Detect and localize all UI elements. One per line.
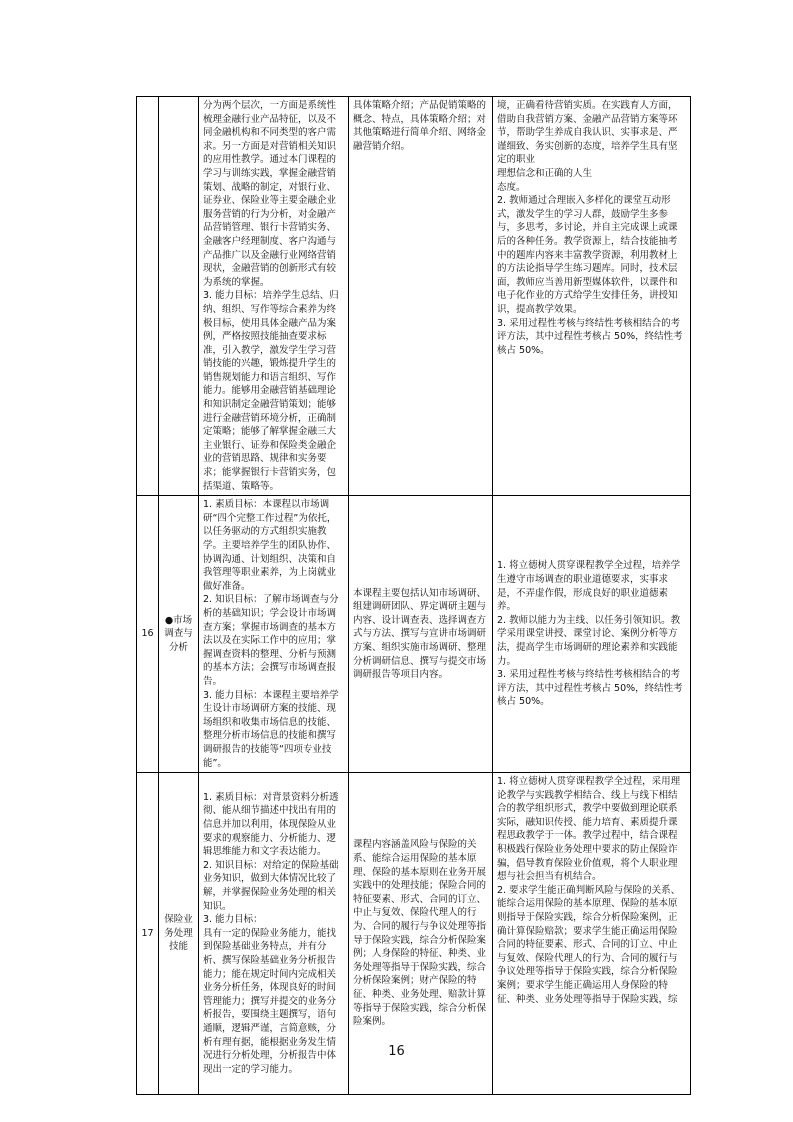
table-row [137, 496, 691, 773]
course-name [159, 97, 199, 496]
objective-paragraph: 3. 能力目标： [203, 914, 263, 926]
objective-paragraph: 3. 能力目标：本课程主要培养学生设计市场调研方案的技能、现场组织和收集市场信息的技能、整理分析市场信息的技能和撰写调研报告的技能等“四项专业技能”。 [203, 689, 339, 769]
objective-paragraph: 1. 素质目标：对背景资料分析透彻、能从细节描述中找出有用的信息并加以利用，体现保险从业要求的观察能力、分析能力、逻辑思维能力和文字表达能力。 [203, 791, 339, 858]
objective-paragraph: 2. 知识目标：了解市场调查与分析的基础知识；学会设计市场调查方案；掌握市场调查的基本方法以及在实际工作中的应用；掌握调查资料的整理、分析与预测的基本方法；会撰写市场调查报告。 [203, 594, 339, 687]
table-row [137, 97, 691, 496]
requirement-paragraph: 2. 要求学生能正确判断风险与保险的关系、能综合运用保险的基本原理、保险的基本原则指导于保险实践，综合分析保险案例，正确计算保险赔款；要求学生能正确运用保险合同的特征要素、形式、合同的订立、中止与复效、保险代理人的行为、合同的履行与争议处理等指导于保险实践，综合分析保险案例；要求学生能正确运用人身保险的特征、种类、业务处理等指导于保险实践，综 [497, 884, 681, 1005]
row-number: 17 [137, 773, 159, 1095]
course-name: ●市场调查与分析 [159, 496, 199, 773]
objective-paragraph: 具有一定的保险业务能力，能找到保险基础业务特点，并有分析、撰写保险基础业务分析报告能力；能在规定时间内完成相关业务分析任务，体现良好的时间管理能力；撰写并提交的业务分析报告，要围绕主题撰写，语句通顺，逻辑严谨，言简意赅，分析有理有据，能根据业务发生情况进行分析处理，分析报告中体现出一定的学习能力。 [203, 927, 337, 1075]
requirement-paragraph: 1. 将立德树人贯穿课程教学全过程，培养学生遵守市场调查的职业道德要求，实事求是，不弄虚作假，形成良好的职业道德素养。 [497, 560, 681, 613]
row-number: 16 [137, 496, 159, 773]
requirement-paragraph: 理想信念和正确的人生 [497, 167, 593, 179]
course-name: 保险业务处理技能 [159, 773, 199, 1095]
course-table [136, 96, 691, 1095]
requirement-paragraph: 3. 采用过程性考核与终结性考核相结合的考评方法，其中过程性考核占 50%，终结性考核占 50%。 [497, 669, 683, 708]
requirement-paragraph: 2. 教师通过合理嵌入多样化的课堂互动形式，激发学生的学习人群，鼓励学生多参与，多思考，多讨论，并自主完成课上或课后的各种任务。教学资源上，结合技能抽考中的题库内容来丰富教学资源，利用教材上的方法论指导学生练习题库。同时，技术层面，教师应当善用新型媒体软件，以课件和电子化作业的方式给学生安排任务，讲授知识，提高教学效果。 [497, 195, 678, 315]
requirement-paragraph: 1. 将立德树人贯穿课程教学全过程，采用理论教学与实践教学相结合、线上与线下相结合的教学组织形式，教学中要做到理论联系实际，融知识传授、能力培育、素质提升课程思政教学于一体。教学过程中，结合课程积极践行保险业务处理中要求的防止保险诈骗，倡导教育保险业价值观，将个人职业理想与社会担当有机结合。 [497, 776, 681, 883]
objective-paragraph: 1. 素质目标：本课程以市场调研“四个完整工作过程”为依托，以任务驱动的方式组织实施教学。主要培养学生的团队协作、协调沟通、计划组织、决策和自我管理等职业素养，为上岗就业做好准备。 [203, 499, 337, 592]
objectives-cell [199, 97, 349, 496]
objectives-cell [199, 496, 349, 773]
requirements-cell [493, 97, 691, 496]
content-paragraph: 课程内容涵盖风险与保险的关系、能综合运用保险的基本原理、保险的基本原则在业务开展实践中的处理技能；保险合同的特征要素、形式、合同的订立、中止与复效、保险代理人的行为、合同的履行与争议处理等指导于保险实践，综合分析保险案例；人身保险的特征、种类、业务处理等指导于保险实践，综合分析保险案例；财产保险的特征、种类、业务处理、赔款计算等指导于保险实践，综合分析保险案例。 [353, 839, 487, 1028]
page-number: 16 [388, 1044, 405, 1059]
requirement-paragraph: 3. 采用过程性考核与终结性考核相结合的考评方法，其中过程性考核占 50%，终结性考核占 50%。 [497, 317, 683, 356]
requirement-paragraph: 2. 教师以能力为主线、以任务引领知识。教学采用课堂讲授、课堂讨论、案例分析等方法，提高学生市场调研的理论素养和实践能力。 [497, 614, 681, 667]
objective-paragraph: 2. 知识目标：对给定的保险基础业务知识，做到大体情况比较了解，并掌握保险业务处理的相关知识。 [203, 859, 339, 912]
content-paragraph: 具体策略介绍；产品促销策略的概念、特点，具体策略介绍；对其他策略进行简单介绍、网络金融营销介绍。 [353, 100, 487, 152]
requirement-paragraph: 境，正确看待营销实质。在实践育人方面，借助自我营销方案、金融产品营销方案等环节，帮助学生养成自我认识、实事求是、严谨细致、务实创新的态度，培养学生具有坚定的职业 [497, 100, 678, 166]
objective-paragraph: 分为两个层次，一方面是系统性梳理金融行业产品特征，以及不同金融机构和不同类型的客户需求。另一方面是对营销相关知识的应用性教学。通过本门课程的学习与训练实践，掌握金融营销策划、战略的制定，对银行业、证券业、保险业等主要金融企业服务营销的行为分析，对金融产品营销管理、银行卡营销实务、金融客户经理制度、客户沟通与产品推广以及金融行业网络营销现状，金融营销的创新形式有较为系统的掌握。 [203, 100, 337, 288]
requirement-paragraph: 态度。 [497, 181, 526, 193]
content-paragraph: 本课程主要包括认知市场调研、组建调研团队、界定调研主题与内容、设计调查表、选择调查方式与方法、撰写与宣讲市场调研方案、组织实施市场调研、整理分析调研信息、撰写与提交市场调研报告等项目内容。 [353, 587, 487, 681]
content-cell [349, 97, 493, 496]
content-cell [349, 496, 493, 773]
requirements-cell [493, 496, 691, 773]
row-number [137, 97, 159, 496]
objective-paragraph: 3. 能力目标：培养学生总结、归纳、组织、写作等综合素养为终极目标，使用具体金融产品为案例，严格按照技能抽查要求标准，引入教学，激发学生学习营销技能的兴趣，锻炼提升学生的销售规划能力和语言组织、写作能力。能够用金融营销基础理论和知识制定金融营销策划；能够进行金融营销环境分析，正确制定策略；能够了解掌握金融三大主业银行、证券和保险类金融企业的营销思路、规律和实务要求；能掌握银行卡营销实务，包括渠道、策略等。 [203, 290, 339, 492]
